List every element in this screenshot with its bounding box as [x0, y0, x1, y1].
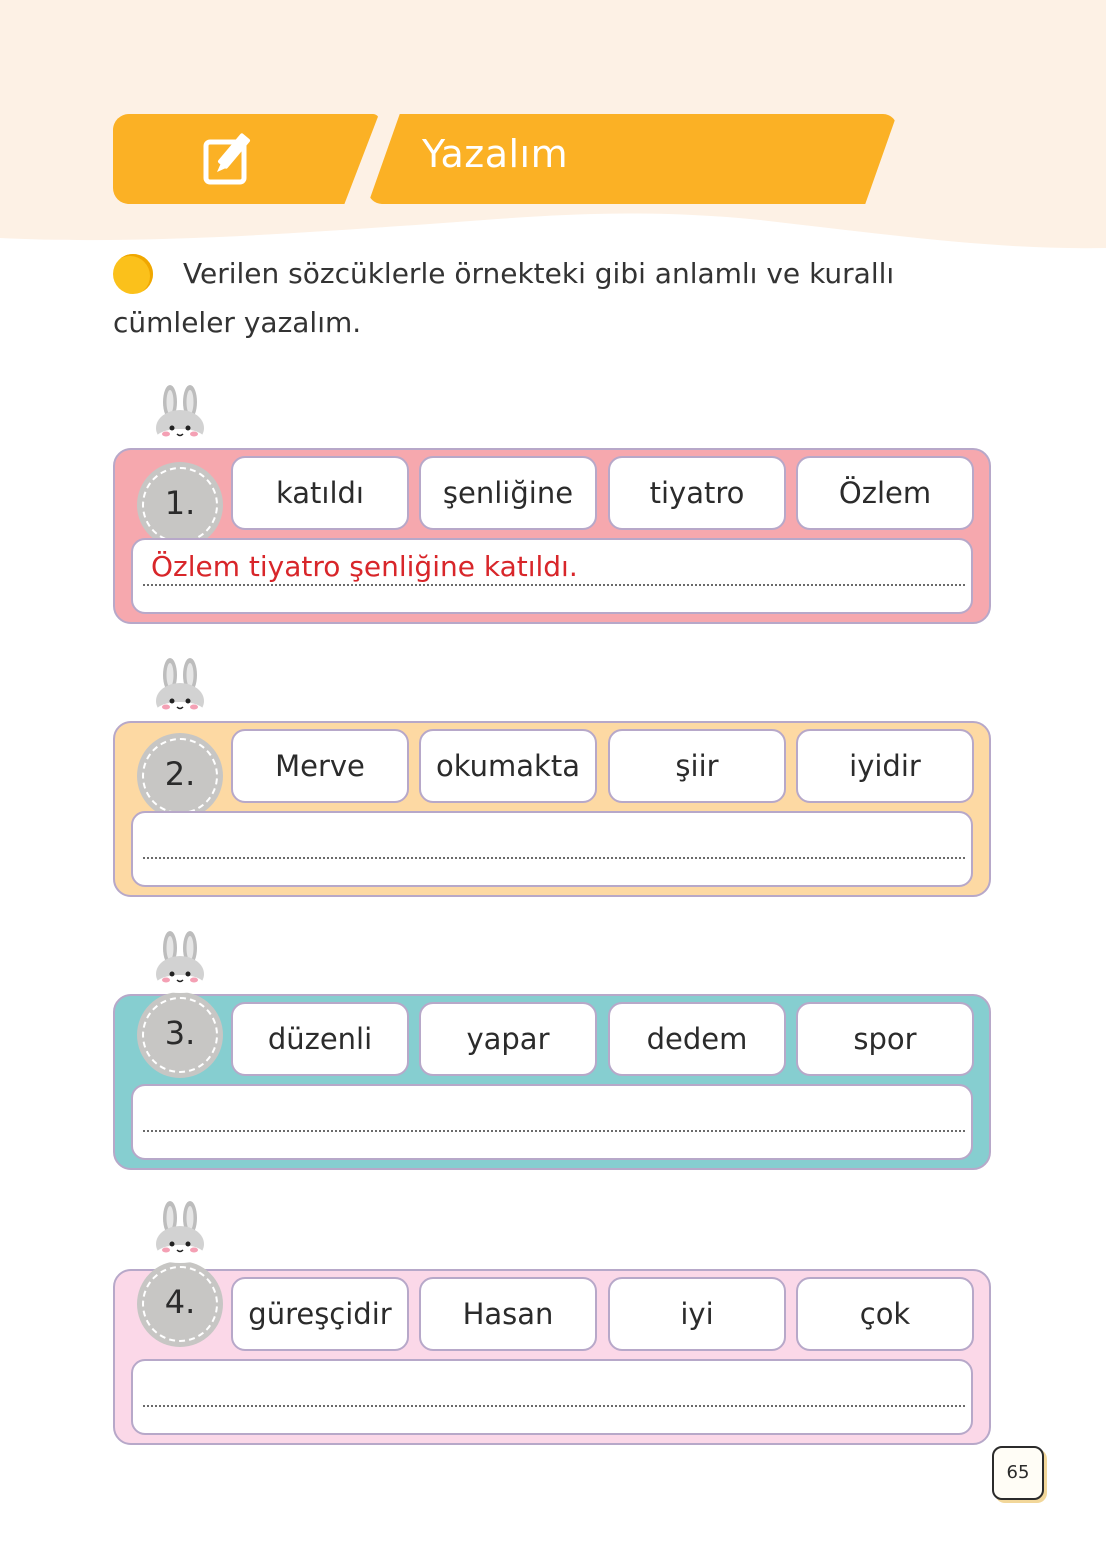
word-box: dedem — [608, 1002, 786, 1076]
word-box: Hasan — [419, 1277, 597, 1351]
word-box: spor — [796, 1002, 974, 1076]
bunny-icon — [150, 1200, 210, 1264]
exercise-number: 4. — [164, 1283, 196, 1321]
word-box: çok — [796, 1277, 974, 1351]
exercise-number-badge — [137, 1261, 223, 1347]
edit-pencil-icon — [200, 130, 260, 190]
bunny-icon — [150, 930, 210, 994]
dotted-writing-line — [143, 857, 965, 859]
exercise-number: 3. — [164, 1014, 196, 1052]
word-box: güreşçidir — [231, 1277, 409, 1351]
instruction-text-line1: Verilen sözcüklerle örnekteki gibi anlamlı ve kurallı — [183, 257, 895, 290]
word-box: düzenli — [231, 1002, 409, 1076]
word-box: tiyatro — [608, 456, 786, 530]
word-box: şiir — [608, 729, 786, 803]
dotted-writing-line — [143, 584, 965, 586]
answer-writing-line[interactable] — [131, 1084, 973, 1160]
bullet-dot-icon — [113, 254, 153, 294]
answer-writing-line[interactable] — [131, 1359, 973, 1435]
page-number-badge — [992, 1446, 1044, 1500]
word-box: yapar — [419, 1002, 597, 1076]
exercise-number: 1. — [164, 484, 196, 522]
answer-writing-line[interactable] — [131, 811, 973, 887]
page-title: Yazalım — [422, 132, 569, 176]
word-box: okumakta — [419, 729, 597, 803]
word-box: iyi — [608, 1277, 786, 1351]
word-box: iyidir — [796, 729, 974, 803]
exercise-number: 2. — [164, 755, 196, 793]
example-answer: Özlem tiyatro şenliğine katıldı. — [151, 550, 578, 583]
exercise-card-4 — [113, 1269, 991, 1445]
bunny-icon — [150, 384, 210, 448]
exercise-card-2 — [113, 721, 991, 897]
exercise-card-3 — [113, 994, 991, 1170]
exercise-number-badge — [137, 992, 223, 1078]
exercise-card-1 — [113, 448, 991, 624]
instruction-text-line2: cümleler yazalım. — [113, 306, 362, 339]
dotted-writing-line — [143, 1130, 965, 1132]
exercise-number-badge — [137, 462, 223, 548]
exercise-number-badge — [137, 733, 223, 819]
word-box: şenliğine — [419, 456, 597, 530]
word-box: Özlem — [796, 456, 974, 530]
word-box: katıldı — [231, 456, 409, 530]
page-number: 65 — [1006, 1462, 1030, 1483]
word-box: Merve — [231, 729, 409, 803]
answer-writing-line[interactable] — [131, 538, 973, 614]
dotted-writing-line — [143, 1405, 965, 1407]
bunny-icon — [150, 657, 210, 721]
